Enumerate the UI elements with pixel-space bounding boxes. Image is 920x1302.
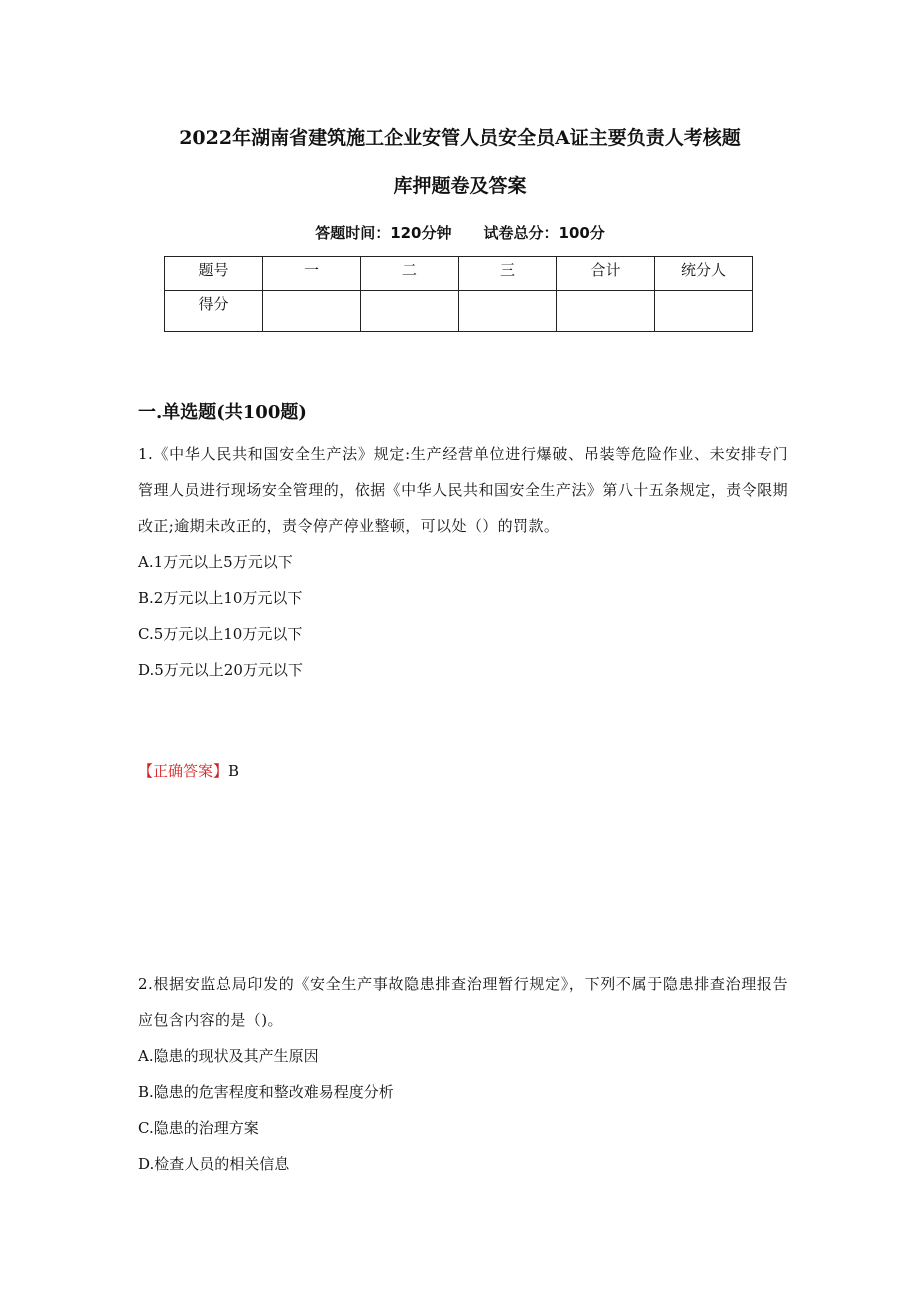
score-cell (459, 291, 557, 332)
option-b: B.2万元以上10万元以下 (138, 589, 303, 607)
score-cell (557, 291, 655, 332)
answer-label: 【正确答案】 (138, 762, 229, 780)
total-score: 试卷总分：100分 (483, 224, 605, 242)
option-d: D.5万元以上20万元以下 (138, 661, 303, 679)
score-cell (655, 291, 753, 332)
question-1 (138, 436, 788, 688)
question-2 (138, 966, 788, 1182)
score-row-label: 得分 (165, 291, 263, 332)
score-table-header: 合计 (557, 257, 655, 291)
score-table-header: 题号 (165, 257, 263, 291)
correct-answer (138, 760, 239, 781)
section-title: 一.单选题(共100题) (138, 402, 307, 423)
exam-time: 答题时间：120分钟 (315, 224, 452, 242)
score-cell (263, 291, 361, 332)
score-table-header: 三 (459, 257, 557, 291)
exam-meta (100, 222, 820, 243)
score-table-header: 统分人 (655, 257, 753, 291)
document-title-line-1: 2022年湖南省建筑施工企业安管人员安全员A证主要负责人考核题 (179, 127, 741, 149)
score-table (164, 256, 753, 332)
option-c: C.5万元以上10万元以下 (138, 625, 303, 643)
score-table-header: 一 (263, 257, 361, 291)
option-d: D.检查人员的相关信息 (138, 1155, 290, 1173)
document-title-line-2: 库押题卷及答案 (393, 175, 527, 197)
answer-value: B (228, 762, 240, 780)
option-a: A.1万元以上5万元以下 (138, 553, 293, 571)
score-table-score-row (165, 291, 753, 332)
score-table-header: 二 (361, 257, 459, 291)
option-b: B.隐患的危害程度和整改难易程度分析 (138, 1083, 394, 1101)
score-cell (361, 291, 459, 332)
option-c: C.隐患的治理方案 (138, 1119, 259, 1137)
score-table-header-row (165, 257, 753, 291)
question-stem: 2.根据安监总局印发的《安全生产事故隐患排查治理暂行规定》，下列不属于隐患排查治理报告应包含内容的是（)。 (138, 975, 788, 1029)
option-a: A.隐患的现状及其产生原因 (138, 1047, 319, 1065)
question-stem: 1.《中华人民共和国安全生产法》规定:生产经营单位进行爆破、吊装等危险作业、未安排专门管理人员进行现场安全管理的，依据《中华人民共和国安全生产法》第八十五条规定，责令限期改正;逾期未改正的，责令停产停业整顿，可以处（）的罚款。 (138, 445, 788, 535)
